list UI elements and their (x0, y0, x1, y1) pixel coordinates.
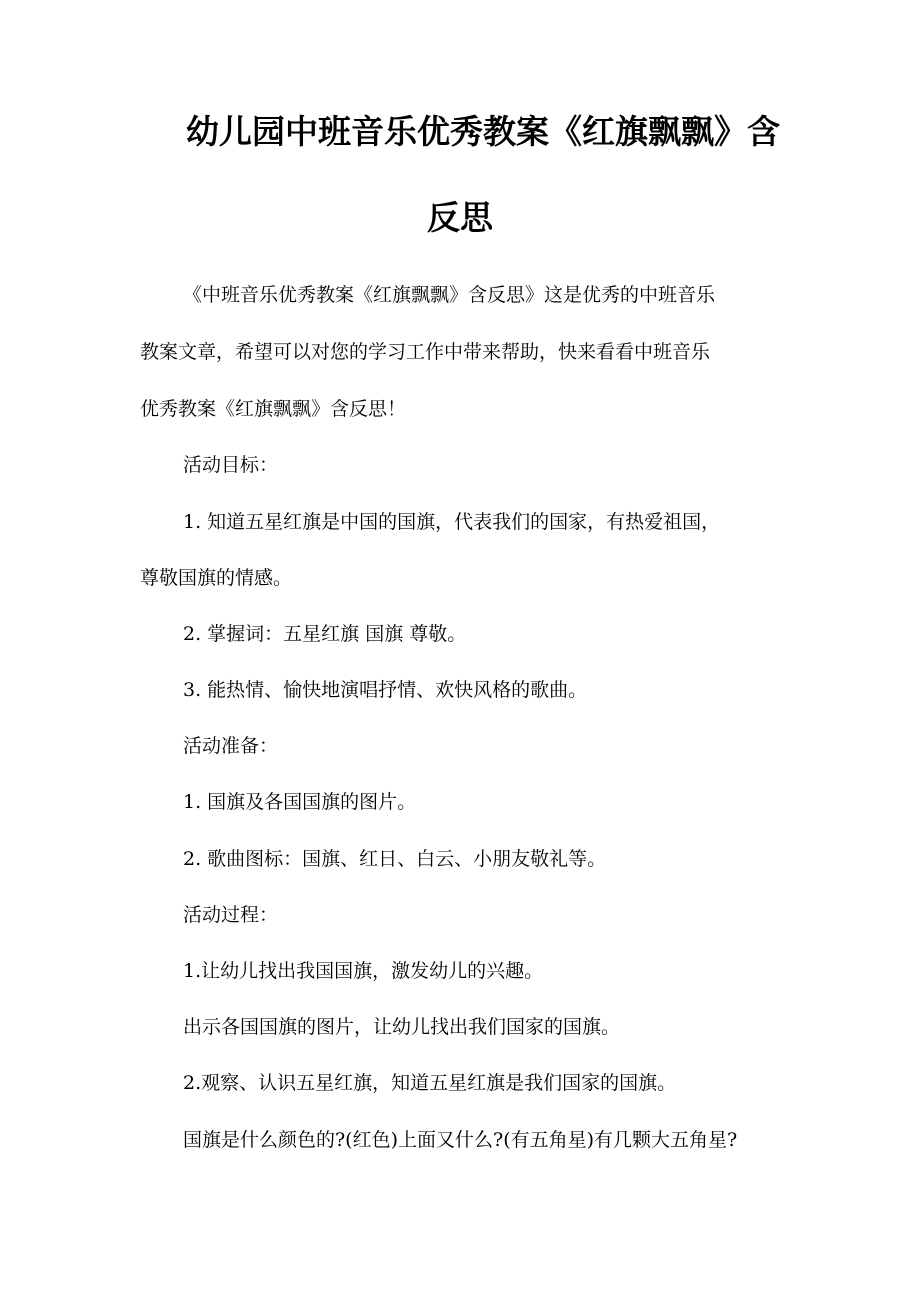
intro-line-3: 优秀教案《红旗飘飘》含反思！ (140, 398, 407, 420)
intro-line-2: 教案文章，希望可以对您的学习工作中带来帮助，快来看看中班音乐 (140, 341, 711, 363)
section-heading-process: 活动过程： (183, 904, 279, 926)
goal-1-line-2: 尊敬国旗的情感。 (140, 567, 293, 589)
preparation-1: 1. 国旗及各国国旗的图片。 (183, 791, 417, 813)
process-step-2-detail: 国旗是什么颜色的?(红色)上面又什么?(有五角星)有几颗大五角星? (183, 1129, 738, 1151)
section-heading-preparation: 活动准备： (183, 735, 279, 757)
page-title: 幼儿园中班音乐优秀教案《红旗飘飘》含 (186, 112, 780, 151)
section-heading-goals: 活动目标： (183, 454, 279, 476)
preparation-2: 2. 歌曲图标：国旗、红日、白云、小朋友敬礼等。 (183, 848, 607, 870)
process-step-1: 1.让幼儿找出我国国旗，激发幼儿的兴趣。 (183, 960, 544, 982)
process-step-1-detail: 出示各国国旗的图片，让幼儿找出我们国家的国旗。 (183, 1016, 621, 1038)
process-step-2: 2.观察、认识五星红旗，知道五星红旗是我们国家的国旗。 (183, 1072, 677, 1094)
intro-line-1: 《中班音乐优秀教案《红旗飘飘》含反思》这是优秀的中班音乐 (183, 284, 716, 306)
goal-2: 2. 掌握词：五星红旗 国旗 尊敬。 (183, 623, 467, 645)
goal-3: 3. 能热情、愉快地演唱抒情、欢快风格的歌曲。 (183, 679, 588, 701)
page-title-continued: 反思 (427, 198, 493, 237)
goal-1-line-1: 1. 知道五星红旗是中国的国旗，代表我们的国家，有热爱祖国， (183, 511, 721, 533)
